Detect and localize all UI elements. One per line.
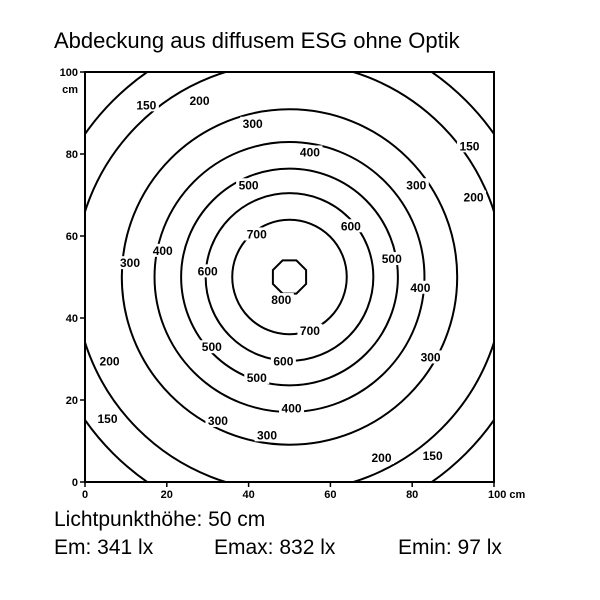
contour-label: 700: [246, 227, 267, 242]
contour-line-200: [75, 62, 504, 491]
contour-label: 400: [410, 280, 431, 295]
chart-footer: [54, 506, 502, 562]
chart-title: Abdeckung aus diffusem ESG ohne Optik: [54, 28, 460, 53]
contour-label: 200: [463, 190, 484, 205]
contour-lines: [40, 28, 539, 527]
contour-label: 200: [371, 450, 392, 465]
contour-label: 150: [97, 411, 118, 426]
contour-label: 500: [381, 252, 402, 267]
y-tick-label: 60: [65, 231, 78, 243]
emin-value: Emin: 97 lx: [398, 536, 502, 559]
contour-label: 400: [152, 243, 173, 258]
x-tick-label: 60: [324, 489, 337, 501]
contour-label: 600: [197, 264, 218, 279]
y-tick-label: 20: [65, 395, 78, 407]
contour-label: 300: [256, 428, 278, 443]
contour-line-150: [40, 28, 539, 527]
contour-label: 500: [238, 178, 259, 193]
contour-label: 300: [406, 178, 427, 193]
contour-label: 300: [119, 256, 141, 271]
y-tick-label: 40: [65, 313, 78, 325]
plot-frame: [85, 72, 494, 482]
x-tick-label: 40: [242, 489, 255, 501]
contour-label: 200: [99, 354, 120, 369]
contour-line-300: [119, 109, 457, 444]
contour-label: 300: [420, 350, 441, 365]
x-tick-label: 20: [160, 489, 173, 501]
contour-label: 150: [136, 98, 157, 113]
contour-label: 200: [189, 94, 210, 109]
x-tick-label: 100 cm: [488, 489, 526, 501]
y-unit-label: cm: [62, 84, 78, 96]
contour-label: 300: [242, 116, 263, 131]
em-value: Em: 341 lx: [54, 536, 154, 559]
contour-label: 700: [299, 323, 320, 338]
contour-line-800: [273, 260, 306, 293]
y-tick-label: 0: [71, 477, 78, 489]
contour-label: 150: [459, 139, 480, 154]
contour-label: 800: [271, 293, 292, 308]
contour-label: 600: [340, 219, 361, 234]
x-tick-label: 80: [406, 489, 419, 501]
contour-label: 600: [273, 354, 294, 369]
contour-label: 500: [246, 370, 267, 385]
contour-label: 150: [422, 448, 443, 463]
light-height-label: Lichtpunkthöhe: 50 cm: [54, 508, 266, 531]
contour-label: 500: [201, 340, 222, 355]
contour-label: 400: [281, 401, 302, 416]
y-tick-label: 80: [65, 149, 78, 161]
emax-value: Emax: 832 lx: [214, 536, 336, 559]
y-tick-label: 100: [59, 67, 78, 79]
contour-label: 400: [299, 145, 320, 160]
contour-line-400: [152, 142, 425, 412]
contour-label: 300: [207, 414, 228, 428]
x-tick-label: 0: [81, 489, 89, 501]
